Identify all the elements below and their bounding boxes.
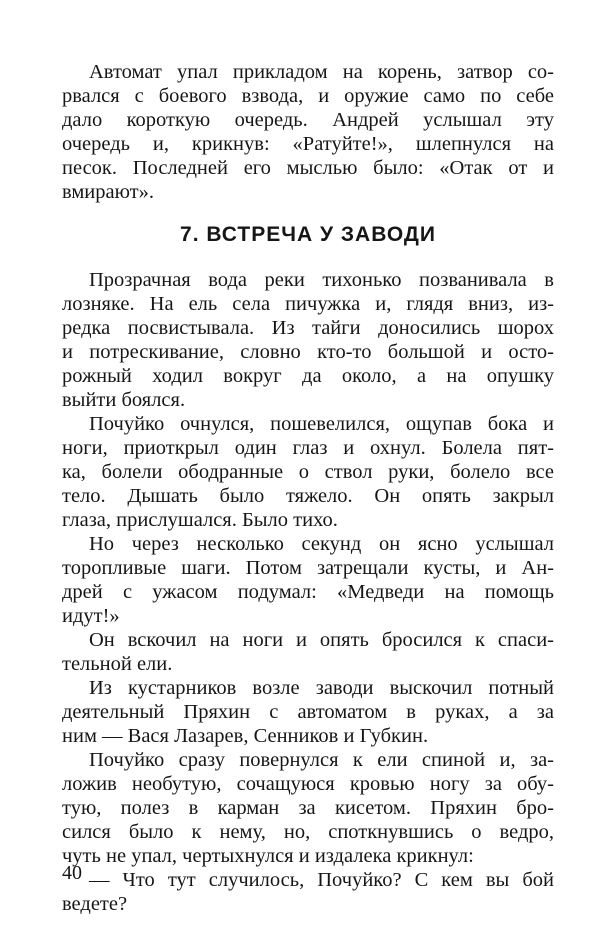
page-number: 40 bbox=[62, 862, 82, 884]
text-line: Прозрачная вода реки тихонько позванивала в bbox=[89, 269, 554, 291]
text-line: тельной ели. bbox=[62, 653, 173, 675]
paragraph-opening bbox=[62, 60, 554, 204]
text-line: чуть не упал, чертыхнулся и издалека крикнул: bbox=[62, 845, 474, 867]
text-line: ведете? bbox=[62, 893, 128, 915]
chapter-body bbox=[62, 268, 554, 916]
text-line: и потрескивание, словно кто-то большой и осто- bbox=[62, 341, 554, 363]
text-line: ложив необутую, сочащуюся кровью ногу за обу- bbox=[62, 773, 554, 795]
paragraph bbox=[62, 532, 554, 628]
text-line: торопливые шаги. Потом затрещали кусты, и Ан- bbox=[62, 557, 554, 579]
paragraph bbox=[62, 268, 554, 412]
text-line: тую, полез в карман за кисетом. Пряхин бро- bbox=[62, 797, 554, 819]
text-line: Автомат упал прикладом на корень, затвор со- bbox=[89, 61, 554, 83]
text-line: дрей с ужасом подумал: «Медведи на помощь bbox=[62, 581, 554, 603]
text-line: дало короткую очередь. Андрей услышал эту bbox=[62, 109, 554, 131]
book-page bbox=[62, 60, 554, 916]
text-line: очередь и, крикнув: «Ратуйте!», шлепнулся на bbox=[62, 133, 554, 155]
paragraph bbox=[62, 868, 554, 916]
text-line: ка, болели ободранные о ствол руки, болело все bbox=[62, 461, 554, 483]
text-line: рвался с боевого взвода, и оружие само по себе bbox=[62, 85, 554, 107]
text-line: выйти боялся. bbox=[62, 389, 186, 411]
text-line: редка посвистывала. Из тайги доносились шорох bbox=[62, 317, 554, 339]
chapter-heading: 7. ВСТРЕЧА У ЗАВОДИ bbox=[180, 223, 436, 246]
text-line: песок. Последней его мыслью было: «Отак от и bbox=[62, 157, 554, 179]
text-line: рожный ходил вокруг да около, а на опушку bbox=[62, 365, 554, 387]
text-line: вмирают». bbox=[62, 181, 154, 203]
text-line: глаза, прислушался. Было тихо. bbox=[62, 509, 338, 531]
text-line: — Что тут случилось, Почуйко? С кем вы бой bbox=[89, 869, 554, 891]
paragraph bbox=[62, 628, 554, 676]
text-line: Но через несколько секунд он ясно услышал bbox=[89, 533, 554, 555]
text-line: идут!» bbox=[62, 605, 120, 627]
text-line: ним — Вася Лазарев, Сенников и Губкин. bbox=[62, 725, 429, 747]
text-line: ноги, приоткрыл один глаз и охнул. Болела пят- bbox=[62, 437, 554, 459]
text-line: Почуйко очнулся, пошевелился, ощупав бока и bbox=[89, 413, 554, 435]
paragraph bbox=[62, 412, 554, 532]
text-line: лозняке. На ель села пичужка и, глядя вниз, из- bbox=[62, 293, 554, 315]
text-line: Он вскочил на ноги и опять бросился к спаси- bbox=[89, 629, 554, 651]
text-line: деятельный Пряхин с автоматом в руках, а за bbox=[62, 701, 554, 723]
text-line: Из кустарников возле заводи выскочил потный bbox=[89, 677, 554, 699]
text-line: тело. Дышать было тяжело. Он опять закрыл bbox=[62, 485, 554, 507]
text-line: Почуйко сразу повернулся к ели спиной и, за- bbox=[89, 749, 554, 771]
text-line: сился было к нему, но, споткнувшись о ведро, bbox=[62, 821, 554, 843]
paragraph bbox=[62, 748, 554, 868]
paragraph bbox=[62, 676, 554, 748]
